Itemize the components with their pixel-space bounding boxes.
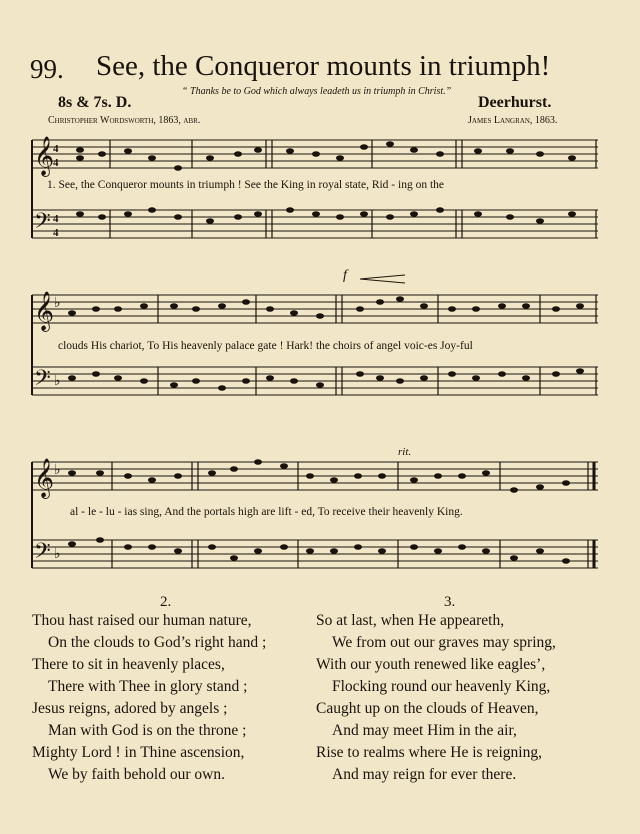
verse-line: Man with God is on the throne ; <box>48 722 247 739</box>
verse-line: Flocking round our heavenly King, <box>332 678 551 695</box>
verse-line: With our youth renewed like eagles’, <box>316 656 546 673</box>
music-system-1 <box>0 130 640 260</box>
verse-line: There to sit in heavenly places, <box>32 656 225 673</box>
music-system-3 <box>0 452 640 592</box>
verse-line: We by faith behold our own. <box>48 766 225 783</box>
lyric-line-3: al - le - lu - ias sing, And the portals high are lift - ed, To receive their heavenly King. <box>70 506 463 518</box>
author-credit: Christopher Wordsworth, 1863, abr. <box>48 115 201 126</box>
verse-line: On the clouds to God’s right hand ; <box>48 634 267 651</box>
time-signature-bottom: 4 <box>53 157 59 169</box>
svg-text:♭: ♭ <box>54 374 61 389</box>
dynamic-ritardando: rit. <box>398 446 412 458</box>
hymn-number: 99. <box>30 54 64 84</box>
bass-clef-icon: 𝄢 <box>34 209 51 238</box>
treble-clef-icon: 𝄞 <box>34 138 55 175</box>
composer-credit: James Langran, 1863. <box>468 115 558 126</box>
verse-line: Jesus reigns, adored by angels ; <box>32 700 228 717</box>
verse-line: And may reign for ever there. <box>332 766 517 783</box>
flat-icon: ♭ <box>54 463 61 478</box>
verse-line: So at last, when He appeareth, <box>316 612 505 629</box>
treble-clef-icon: 𝄞 <box>34 460 55 497</box>
crescendo-hairpin <box>360 275 405 279</box>
lyric-line-1: 1. See, the Conqueror mounts in triumph ! See the King in royal state, Rid - ing on the <box>47 179 445 191</box>
bass-clef-icon: 𝄢 <box>34 539 51 568</box>
bass-clef-icon: 𝄢 <box>34 366 51 395</box>
verse-line: Rise to realms where He is reigning, <box>316 744 542 761</box>
epigraph: “ Thanks be to God which always leadeth us in triumph in Christ.” <box>182 86 452 97</box>
hymn-title: See, the Conqueror mounts in triumph! <box>96 50 551 82</box>
time-signature-top: 4 <box>53 143 59 155</box>
verse-3-number: 3. <box>444 594 456 610</box>
dynamic-forte: f <box>343 268 347 283</box>
verse-line: Mighty Lord ! in Thine ascension, <box>32 744 245 761</box>
verse-line: And may meet Him in the air, <box>332 722 517 739</box>
flat-icon: ♭ <box>54 296 61 311</box>
svg-text:♭: ♭ <box>54 547 61 562</box>
music-system-2 <box>0 285 640 425</box>
svg-text:4: 4 <box>53 213 59 225</box>
tune-name: Deerhurst. <box>478 94 552 111</box>
lyric-line-2: clouds His chariot, To His heavenly palace gate ! Hark! the choirs of angel voic-es Joy-ful <box>58 340 473 352</box>
verse-line: Caught up on the clouds of Heaven, <box>316 700 539 717</box>
meter: 8s & 7s. D. <box>58 94 132 111</box>
verse-line: We from out our graves may spring, <box>332 634 556 651</box>
verse-line: There with Thee in glory stand ; <box>48 678 248 695</box>
treble-clef-icon: 𝄞 <box>34 293 55 330</box>
verse-line: Thou hast raised our human nature, <box>32 612 252 629</box>
svg-text:4: 4 <box>53 227 59 239</box>
verse-2-number: 2. <box>160 594 172 610</box>
